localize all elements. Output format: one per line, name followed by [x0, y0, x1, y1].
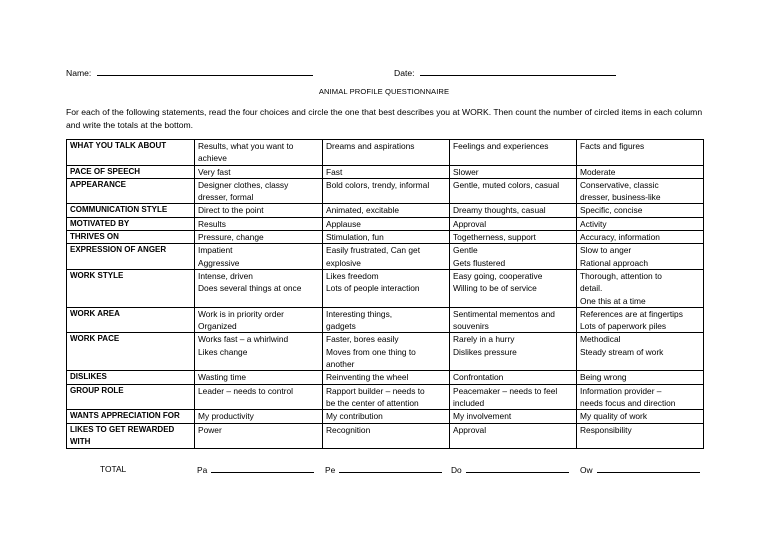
- choice-text: My involvement: [453, 411, 512, 422]
- total-do[interactable]: [451, 463, 569, 476]
- choice-text: Rational approach: [580, 257, 648, 268]
- choice-text: Dislikes pressure: [453, 346, 517, 357]
- choice-text: Results: [198, 218, 226, 229]
- choice-text: Peacemaker – needs to feel: [453, 385, 558, 396]
- choice-cell[interactable]: [577, 165, 704, 178]
- choice-cell[interactable]: [577, 384, 704, 410]
- choice-text: Methodical: [580, 334, 621, 345]
- choice-text: Easily frustrated, Can get: [326, 245, 421, 256]
- choice-cell[interactable]: [195, 410, 323, 423]
- row-label: WORK STYLE: [67, 269, 195, 307]
- choice-text: Dreams and aspirations: [326, 141, 415, 151]
- choice-text: Applause: [326, 218, 361, 229]
- choice-text: Conservative, classic: [580, 179, 659, 190]
- choice-text: Very fast: [198, 166, 231, 177]
- choice-text: Pressure, change: [198, 232, 264, 243]
- row-label: DISLIKES: [67, 371, 195, 384]
- choice-text: Faster, bores easily: [326, 334, 399, 345]
- choice-cell[interactable]: [195, 384, 323, 410]
- table-row: [67, 333, 704, 371]
- name-field[interactable]: [66, 66, 313, 79]
- choice-text: Rapport builder – needs to: [326, 385, 425, 396]
- choice-text: Willing to be of service: [453, 283, 537, 294]
- choice-text: Togetherness, support: [453, 232, 536, 243]
- choice-text: Dreamy thoughts, casual: [453, 205, 546, 216]
- date-field[interactable]: [394, 66, 616, 79]
- row-label: GROUP ROLE: [67, 384, 195, 410]
- row-label: APPEARANCE: [67, 178, 195, 204]
- row-label: WORK AREA: [67, 307, 195, 333]
- choice-text: dresser, formal: [198, 192, 254, 203]
- choice-text: My quality of work: [580, 411, 648, 422]
- total-do-label: Do: [451, 465, 462, 475]
- choice-cell[interactable]: [577, 410, 704, 423]
- row-label: WHAT YOU TALK ABOUT: [67, 140, 195, 166]
- choice-text: Sentimental mementos and: [453, 308, 555, 319]
- choice-text: Designer clothes, classy: [198, 179, 289, 190]
- choice-text: Accuracy, information: [580, 232, 660, 243]
- total-pa-blank[interactable]: [211, 463, 314, 473]
- choice-cell[interactable]: [577, 423, 704, 449]
- table-row: [67, 244, 704, 270]
- row-label: WORK PACE: [67, 333, 195, 371]
- choice-cell[interactable]: [577, 217, 704, 230]
- choice-cell[interactable]: [450, 333, 577, 371]
- choice-cell[interactable]: [450, 231, 577, 244]
- choice-text: Wasting time: [198, 372, 247, 383]
- choice-cell[interactable]: [450, 307, 577, 333]
- choice-cell[interactable]: [323, 165, 450, 178]
- choice-text: Does several things at once: [198, 283, 302, 294]
- table-row: [67, 307, 704, 333]
- choice-text: detail.: [580, 283, 603, 294]
- choice-text: gadgets: [326, 321, 356, 332]
- choice-cell[interactable]: [195, 140, 323, 166]
- table-row: [67, 410, 704, 423]
- total-ow[interactable]: [580, 463, 700, 476]
- choice-cell[interactable]: [450, 423, 577, 449]
- choice-cell[interactable]: [450, 178, 577, 204]
- choice-text: Moderate: [580, 166, 616, 177]
- choice-text: Thorough, attention to: [580, 270, 662, 281]
- row-label: MOTIVATED BY: [67, 217, 195, 230]
- choice-cell[interactable]: [450, 269, 577, 307]
- choice-text: Impatient: [198, 245, 233, 256]
- row-label: PACE OF SPEECH: [67, 165, 195, 178]
- choice-text: Likes change: [198, 346, 248, 357]
- choice-text: Work is in priority order: [198, 308, 284, 319]
- choice-text: achieve: [198, 153, 227, 164]
- table-row: [67, 140, 704, 166]
- row-label: EXPRESSION OF ANGER: [67, 244, 195, 270]
- choice-cell[interactable]: [577, 269, 704, 307]
- choice-text: Rarely in a hurry: [453, 334, 515, 345]
- table-row: [67, 384, 704, 410]
- name-underline[interactable]: [97, 66, 313, 76]
- choice-cell[interactable]: [450, 244, 577, 270]
- choice-cell[interactable]: [195, 231, 323, 244]
- instructions: For each of the following statements, read the four choices and circle the one that best describes you at WORK. Then count the number of circled items in each column and write the totals at the bottom.: [66, 107, 703, 130]
- table-row: [67, 165, 704, 178]
- choice-text: Likes freedom: [326, 270, 379, 281]
- choice-text: souvenirs: [453, 321, 489, 332]
- choice-cell[interactable]: [323, 410, 450, 423]
- choice-text: Aggressive: [198, 257, 240, 268]
- choice-text: Moves from one thing to: [326, 346, 416, 357]
- choice-text: Lots of people interaction: [326, 283, 420, 294]
- date-label: Date:: [394, 68, 415, 78]
- choice-cell[interactable]: [323, 178, 450, 204]
- choice-text: Steady stream of work: [580, 346, 664, 357]
- total-do-blank[interactable]: [466, 463, 569, 473]
- choice-text: dresser, business-like: [580, 192, 661, 203]
- choice-cell[interactable]: [195, 423, 323, 449]
- choice-text: Information provider –: [580, 385, 662, 396]
- choice-cell[interactable]: [323, 217, 450, 230]
- choice-text: Lots of paperwork piles: [580, 321, 667, 332]
- choice-cell[interactable]: [577, 371, 704, 384]
- total-ow-blank[interactable]: [597, 463, 700, 473]
- choice-text: Activity: [580, 218, 607, 229]
- total-pe-blank[interactable]: [339, 463, 442, 473]
- choice-text: included: [453, 397, 485, 408]
- row-label: WANTS APPRECIATION FOR: [67, 410, 195, 423]
- choice-text: Specific, concise: [580, 205, 643, 216]
- choice-text: Recognition: [326, 424, 371, 435]
- choice-text: One this at a time: [580, 295, 646, 306]
- table-row: [67, 204, 704, 217]
- choice-cell[interactable]: [195, 178, 323, 204]
- table-row: [67, 423, 704, 449]
- choice-text: explosive: [326, 257, 361, 268]
- total-pa-label: Pa: [197, 465, 208, 475]
- choice-text: Stimulation, fun: [326, 232, 384, 243]
- choice-text: Gentle: [453, 245, 478, 256]
- choice-text: another: [326, 359, 355, 370]
- choice-text: Being wrong: [580, 372, 627, 383]
- choice-cell[interactable]: [323, 140, 450, 166]
- table-row: [67, 231, 704, 244]
- choice-cell[interactable]: [195, 244, 323, 270]
- choice-cell[interactable]: [323, 333, 450, 371]
- page-title: ANIMAL PROFILE QUESTIONNAIRE: [318, 87, 450, 96]
- choice-cell[interactable]: [450, 204, 577, 217]
- choice-text: Works fast – a whirlwind: [198, 334, 289, 345]
- date-underline[interactable]: [420, 66, 616, 76]
- choice-cell[interactable]: [195, 217, 323, 230]
- choice-cell[interactable]: [195, 307, 323, 333]
- choice-cell[interactable]: [577, 140, 704, 166]
- total-label: TOTAL: [100, 464, 127, 474]
- table-row: [67, 217, 704, 230]
- choice-cell[interactable]: [195, 333, 323, 371]
- choice-text: Approval: [453, 424, 487, 435]
- table-row: [67, 178, 704, 204]
- table-row: [67, 269, 704, 307]
- choice-cell[interactable]: [323, 371, 450, 384]
- choice-text: Power: [198, 424, 222, 435]
- choice-text: Animated, excitable: [326, 205, 400, 216]
- choice-text: needs focus and direction: [580, 397, 676, 408]
- choice-text: Interesting things,: [326, 308, 393, 319]
- choice-cell[interactable]: [323, 204, 450, 217]
- choice-text: Leader – needs to control: [198, 385, 293, 396]
- choice-text: My contribution: [326, 411, 383, 422]
- choice-cell[interactable]: [195, 204, 323, 217]
- choice-cell[interactable]: [195, 269, 323, 307]
- row-label: THRIVES ON: [67, 231, 195, 244]
- choice-cell[interactable]: [450, 384, 577, 410]
- table-row: [67, 371, 704, 384]
- choice-text: Direct to the point: [198, 205, 264, 216]
- choice-text: Gentle, muted colors, casual: [453, 179, 560, 190]
- choice-text: My productivity: [198, 411, 254, 422]
- choice-text: Organized: [198, 321, 237, 332]
- choice-cell[interactable]: [577, 204, 704, 217]
- row-label: COMMUNICATION STYLE: [67, 204, 195, 217]
- choice-text: Facts and figures: [580, 141, 645, 151]
- total-ow-label: Ow: [580, 465, 593, 475]
- choice-text: be the center of attention: [326, 397, 419, 408]
- choice-cell[interactable]: [450, 165, 577, 178]
- choice-cell[interactable]: [577, 178, 704, 204]
- choice-cell[interactable]: [323, 269, 450, 307]
- choice-text: Slower: [453, 166, 479, 177]
- choice-text: Slow to anger: [580, 245, 632, 256]
- row-label: LIKES TO GET REWARDED WITH: [67, 423, 195, 449]
- choice-text: Responsibility: [580, 424, 632, 435]
- choice-text: Gets flustered: [453, 257, 506, 268]
- choice-text: Intense, driven: [198, 270, 253, 281]
- choice-text: Fast: [326, 166, 343, 177]
- choice-cell[interactable]: [577, 231, 704, 244]
- choice-cell[interactable]: [323, 423, 450, 449]
- choice-text: Results, what you want to: [198, 141, 294, 151]
- choice-cell[interactable]: [577, 244, 704, 270]
- choice-cell[interactable]: [450, 217, 577, 230]
- choice-cell[interactable]: [577, 333, 704, 371]
- choice-text: Approval: [453, 218, 487, 229]
- choice-text: Confrontation: [453, 372, 504, 383]
- choice-cell[interactable]: [323, 231, 450, 244]
- total-pa[interactable]: [197, 463, 314, 476]
- choice-cell[interactable]: [323, 384, 450, 410]
- total-pe[interactable]: [325, 463, 442, 476]
- choice-cell[interactable]: [323, 244, 450, 270]
- choice-cell[interactable]: [577, 307, 704, 333]
- name-label: Name:: [66, 68, 92, 78]
- choice-cell[interactable]: [323, 307, 450, 333]
- total-pe-label: Pe: [325, 465, 336, 475]
- choice-text: Reinventing the wheel: [326, 372, 409, 383]
- choice-text: Easy going, cooperative: [453, 270, 543, 281]
- choice-text: Feelings and experiences: [453, 141, 549, 151]
- choice-text: Bold colors, trendy, informal: [326, 179, 430, 190]
- choice-cell[interactable]: [450, 410, 577, 423]
- choice-cell[interactable]: [195, 165, 323, 178]
- choice-cell[interactable]: [450, 140, 577, 166]
- choice-text: References are at fingertips: [580, 308, 683, 319]
- questionnaire-table: [66, 139, 704, 449]
- choice-cell[interactable]: [195, 371, 323, 384]
- choice-cell[interactable]: [450, 371, 577, 384]
